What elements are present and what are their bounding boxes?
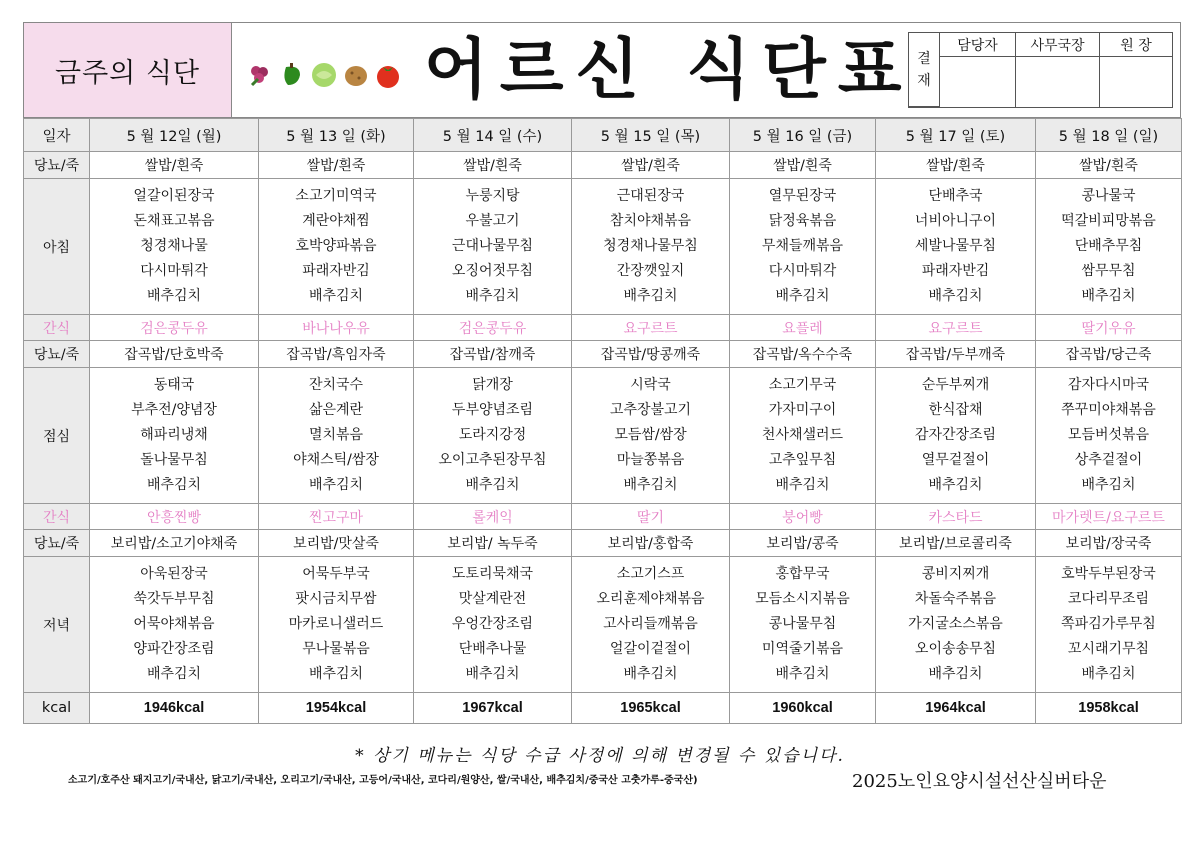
porridge-row — [24, 530, 1182, 557]
porridge-cell: 잡곡밥/단호박죽 — [90, 341, 259, 368]
date-corner: 일자 — [24, 119, 90, 152]
porridge-cell: 쌀밥/흰죽 — [876, 152, 1036, 179]
porridge-cell: 보리밥/홍합죽 — [572, 530, 730, 557]
menu-item: 너비아니구이 — [914, 213, 997, 229]
approval-column-director: 원 장 — [1100, 33, 1172, 57]
meal-cell — [90, 368, 259, 504]
menu-item: 소고기스프 — [616, 566, 685, 582]
kcal-cell: 1965kcal — [572, 693, 730, 724]
menu-item: 양파간장조림 — [133, 641, 215, 657]
menu-item: 마카로니샐러드 — [288, 616, 384, 632]
porridge-cell: 쌀밥/흰죽 — [730, 152, 876, 179]
menu-item: 미역줄기볶음 — [761, 641, 844, 657]
menu-item: 배추김치 — [623, 666, 678, 682]
porridge-row — [24, 152, 1182, 179]
menu-item: 배추김치 — [775, 288, 830, 304]
menu-item: 파래자반김 — [302, 263, 370, 279]
meal-cell — [572, 368, 730, 504]
kcal-cell: 1964kcal — [876, 693, 1036, 724]
menu-header — [23, 22, 1181, 118]
meal-cell — [572, 179, 730, 315]
menu-item: 근대된장국 — [616, 188, 685, 204]
menu-item: 오이송송무침 — [914, 641, 997, 657]
menu-item: 고사리들깨볶음 — [603, 616, 698, 632]
menu-item: 배추김치 — [146, 666, 202, 682]
approval-sign-box[interactable] — [1016, 57, 1100, 107]
snack-cell: 카스타드 — [876, 504, 1036, 530]
menu-item: 팟시금치무쌈 — [295, 591, 377, 607]
menu-item: 무나물볶음 — [302, 641, 370, 657]
weekly-menu-table — [23, 118, 1182, 724]
menu-item: 오이고추된장무침 — [438, 452, 547, 468]
menu-item: 배추김치 — [1081, 477, 1136, 493]
porridge-cell: 보리밥/ 녹두죽 — [414, 530, 572, 557]
menu-item: 모듬쌈/쌈장 — [614, 427, 687, 443]
meal-cell — [259, 179, 414, 315]
menu-item: 무채들깨볶음 — [761, 238, 844, 254]
menu-item: 배추김치 — [1081, 666, 1136, 682]
snack-cell: 마가렛트/요구르트 — [1036, 504, 1182, 530]
porridge-cell: 쌀밥/흰죽 — [414, 152, 572, 179]
menu-item: 고추장불고기 — [609, 402, 692, 418]
menu-item: 호박두부된장국 — [1061, 566, 1156, 582]
menu-item: 다시마튀각 — [140, 263, 208, 279]
menu-item: 단배추무침 — [1074, 238, 1143, 254]
row-label: 간식 — [24, 315, 90, 341]
menu-item: 쪽파김가루무침 — [1061, 616, 1156, 632]
menu-item: 닭개장 — [472, 377, 513, 393]
approval-column-manager: 담당자 — [940, 33, 1016, 57]
porridge-cell: 잡곡밥/땅콩깨죽 — [572, 341, 730, 368]
menu-item: 어묵두부국 — [302, 566, 370, 582]
porridge-cell: 보리밥/콩죽 — [730, 530, 876, 557]
kcal-cell: 1967kcal — [414, 693, 572, 724]
menu-item: 배추김치 — [775, 477, 830, 493]
porridge-cell: 잡곡밥/옥수수죽 — [730, 341, 876, 368]
menu-item: 단배추국 — [928, 188, 983, 204]
menu-item: 시락국 — [630, 377, 671, 393]
menu-item: 홍합무국 — [775, 566, 830, 582]
menu-item: 배추김치 — [1081, 288, 1136, 304]
menu-item: 모듬소시지볶음 — [755, 591, 850, 607]
meal-cell — [876, 179, 1036, 315]
menu-item: 배추김치 — [465, 477, 520, 493]
menu-item: 단배추나물 — [458, 641, 527, 657]
meal-cell — [259, 368, 414, 504]
meal-cell — [876, 557, 1036, 693]
menu-item: 코다리무조림 — [1067, 591, 1150, 607]
day-header: 5 월 15 일 (목) — [572, 119, 730, 152]
ingredient-origin: 소고기/호주산 돼지고기/국내산, 닭고기/국내산, 오리고기/국내산, 고등어/국내산, 코다리/원양산, 쌀/국내산, 배추김치/중국산 고춧가루-중국산) — [68, 775, 698, 786]
meal-cell — [730, 179, 876, 315]
meal-cell — [259, 557, 414, 693]
menu-item: 다시마튀각 — [768, 263, 837, 279]
menu-item: 배추김치 — [146, 477, 202, 493]
menu-item: 두부양념조림 — [451, 402, 534, 418]
porridge-row — [24, 341, 1182, 368]
facility-name: 2025노인요양시설선산실버타운 — [852, 771, 1107, 792]
menu-item: 꼬시래기무침 — [1067, 641, 1150, 657]
weekly-menu-label: 금주의 식단 — [24, 23, 232, 117]
menu-item: 우엉간장조림 — [451, 616, 534, 632]
menu-item: 감자간장조림 — [914, 427, 997, 443]
row-label: 당뇨/죽 — [24, 530, 90, 557]
meal-cell — [414, 557, 572, 693]
tomato-icon — [374, 61, 402, 89]
day-header: 5 월 16 일 (금) — [730, 119, 876, 152]
menu-item: 쑥갓두부무침 — [133, 591, 215, 607]
snack-row — [24, 504, 1182, 530]
row-label: 당뇨/죽 — [24, 152, 90, 179]
menu-item: 고추잎무침 — [768, 452, 837, 468]
menu-item: 파래자반김 — [921, 263, 990, 279]
meal-cell — [730, 557, 876, 693]
kcal-cell: 1946kcal — [90, 693, 259, 724]
menu-item: 배추김치 — [465, 666, 520, 682]
menu-item: 배추김치 — [928, 477, 983, 493]
row-label: 아침 — [24, 179, 90, 315]
meal-cell — [414, 368, 572, 504]
approval-column-secretary: 사무국장 — [1016, 33, 1100, 57]
meal-cell — [1036, 557, 1182, 693]
menu-item: 배추김치 — [308, 666, 364, 682]
snack-cell: 요구르트 — [572, 315, 730, 341]
menu-item: 열무된장국 — [768, 188, 837, 204]
meal-row — [24, 368, 1182, 504]
menu-item: 해파리냉채 — [140, 427, 208, 443]
menu-item: 삶은계란 — [308, 402, 364, 418]
menu-item: 쭈꾸미야채볶음 — [1061, 402, 1156, 418]
menu-item: 근대나물무침 — [451, 238, 534, 254]
menu-item: 한식잡채 — [928, 402, 983, 418]
day-header: 5 월 12일 (월) — [90, 119, 259, 152]
menu-item: 계란야채찜 — [302, 213, 370, 229]
porridge-cell: 잡곡밥/참깨죽 — [414, 341, 572, 368]
porridge-cell: 보리밥/맛살죽 — [259, 530, 414, 557]
menu-item: 배추김치 — [465, 288, 520, 304]
menu-item: 배추김치 — [146, 288, 202, 304]
menu-item: 소고기미역국 — [295, 188, 377, 204]
kcal-cell: 1954kcal — [259, 693, 414, 724]
meal-cell — [1036, 179, 1182, 315]
snack-cell: 검은콩두유 — [414, 315, 572, 341]
meal-cell — [414, 179, 572, 315]
meal-cell — [730, 368, 876, 504]
menu-item: 호박양파볶음 — [295, 238, 377, 254]
menu-item: 배추김치 — [928, 288, 983, 304]
menu-item: 참치야채볶음 — [609, 213, 692, 229]
meal-cell — [90, 557, 259, 693]
day-header: 5 월 14 일 (수) — [414, 119, 572, 152]
meal-cell — [876, 368, 1036, 504]
pepper-icon — [278, 61, 306, 89]
approval-sign-box[interactable] — [940, 57, 1016, 107]
snack-cell: 딸기우유 — [1036, 315, 1182, 341]
grape-icon — [246, 61, 274, 89]
meal-cell — [572, 557, 730, 693]
approval-box — [908, 32, 1173, 108]
menu-item: 도토리묵채국 — [451, 566, 534, 582]
snack-cell: 붕어빵 — [730, 504, 876, 530]
menu-item: 열무겉절이 — [921, 452, 990, 468]
porridge-cell: 보리밥/장국죽 — [1036, 530, 1182, 557]
date-header-row — [24, 119, 1182, 152]
porridge-cell: 잡곡밥/흑임자죽 — [259, 341, 414, 368]
row-label: 간식 — [24, 504, 90, 530]
row-label: 당뇨/죽 — [24, 341, 90, 368]
menu-item: 닭정육볶음 — [768, 213, 837, 229]
meal-cell — [90, 179, 259, 315]
cabbage-icon — [310, 61, 338, 89]
menu-item: 잔치국수 — [308, 377, 364, 393]
menu-item: 야채스틱/쌈장 — [293, 452, 379, 468]
day-header: 5 월 18 일 (일) — [1036, 119, 1182, 152]
potato-icon — [342, 61, 370, 89]
day-header: 5 월 13 일 (화) — [259, 119, 414, 152]
menu-item: 간장깻잎지 — [616, 263, 685, 279]
meal-cell — [1036, 368, 1182, 504]
menu-item: 마늘쫑볶음 — [616, 452, 685, 468]
menu-item: 얼갈이된장국 — [133, 188, 215, 204]
menu-item: 돈채표고볶음 — [133, 213, 215, 229]
menu-item: 콩나물국 — [1081, 188, 1136, 204]
porridge-cell: 쌀밥/흰죽 — [90, 152, 259, 179]
porridge-cell: 잡곡밥/당근죽 — [1036, 341, 1182, 368]
meal-row — [24, 179, 1182, 315]
menu-item: 우불고기 — [465, 213, 520, 229]
vegetable-icons — [246, 61, 402, 89]
approval-side-label: 결 재 — [909, 33, 940, 107]
kcal-row — [24, 693, 1182, 724]
porridge-cell: 쌀밥/흰죽 — [1036, 152, 1182, 179]
snack-cell: 바나나우유 — [259, 315, 414, 341]
menu-item: 모듬버섯볶음 — [1067, 427, 1150, 443]
row-label: 점심 — [24, 368, 90, 504]
snack-cell: 찐고구마 — [259, 504, 414, 530]
menu-change-note: * 상기 메뉴는 식당 수급 사정에 의해 변경될 수 있습니다. — [355, 746, 845, 766]
day-header: 5 월 17 일 (토) — [876, 119, 1036, 152]
menu-item: 배추김치 — [775, 666, 830, 682]
menu-item: 차돌숙주볶음 — [914, 591, 997, 607]
snack-cell: 딸기 — [572, 504, 730, 530]
menu-item: 배추김치 — [623, 477, 678, 493]
menu-item: 돌나물무침 — [140, 452, 208, 468]
menu-item: 맛살계란전 — [458, 591, 527, 607]
menu-item: 배추김치 — [623, 288, 678, 304]
menu-item: 세발나물무침 — [914, 238, 997, 254]
menu-body — [24, 152, 1182, 724]
menu-item: 콩비지찌개 — [921, 566, 990, 582]
menu-item: 청경채나물 — [140, 238, 208, 254]
menu-item: 순두부찌개 — [921, 377, 990, 393]
menu-item: 천사채샐러드 — [761, 427, 844, 443]
menu-item: 쌈무무침 — [1081, 263, 1136, 279]
menu-item: 동태국 — [153, 377, 195, 393]
menu-item: 가지굴소스볶음 — [908, 616, 1003, 632]
menu-item: 배추김치 — [308, 288, 364, 304]
menu-item: 오징어젓무침 — [451, 263, 534, 279]
menu-item: 배추김치 — [308, 477, 364, 493]
menu-item: 소고기무국 — [768, 377, 837, 393]
menu-item: 상추겉절이 — [1074, 452, 1143, 468]
snack-cell: 요플레 — [730, 315, 876, 341]
row-label: 저녁 — [24, 557, 90, 693]
row-label: kcal — [24, 693, 90, 724]
menu-item: 떡갈비피망볶음 — [1061, 213, 1156, 229]
porridge-cell: 보리밥/소고기야채죽 — [90, 530, 259, 557]
kcal-cell: 1958kcal — [1036, 693, 1182, 724]
menu-item: 가자미구이 — [768, 402, 837, 418]
menu-item: 콩나물무침 — [768, 616, 837, 632]
meal-row — [24, 557, 1182, 693]
porridge-cell: 쌀밥/흰죽 — [572, 152, 730, 179]
porridge-cell: 보리밥/브로콜리죽 — [876, 530, 1036, 557]
kcal-cell: 1960kcal — [730, 693, 876, 724]
menu-item: 오리훈제야채볶음 — [596, 591, 705, 607]
page-title: 어르신 식단표 — [424, 31, 914, 108]
menu-item: 배추김치 — [928, 666, 983, 682]
menu-item: 감자다시마국 — [1067, 377, 1150, 393]
snack-cell: 롤케익 — [414, 504, 572, 530]
porridge-cell: 잡곡밥/두부깨죽 — [876, 341, 1036, 368]
menu-item: 누룽지탕 — [465, 188, 520, 204]
approval-sign-box[interactable] — [1100, 57, 1172, 107]
menu-item: 어묵야채볶음 — [133, 616, 215, 632]
menu-item: 얼갈이겉절이 — [609, 641, 692, 657]
menu-item: 도라지강정 — [458, 427, 527, 443]
menu-item: 멸치볶음 — [308, 427, 364, 443]
snack-cell: 안흥찐빵 — [90, 504, 259, 530]
porridge-cell: 쌀밥/흰죽 — [259, 152, 414, 179]
menu-item: 청경채나물무침 — [603, 238, 698, 254]
menu-item: 아욱된장국 — [140, 566, 208, 582]
snack-row — [24, 315, 1182, 341]
menu-item: 부추전/양념장 — [131, 402, 217, 418]
snack-cell: 검은콩두유 — [90, 315, 259, 341]
snack-cell: 요구르트 — [876, 315, 1036, 341]
